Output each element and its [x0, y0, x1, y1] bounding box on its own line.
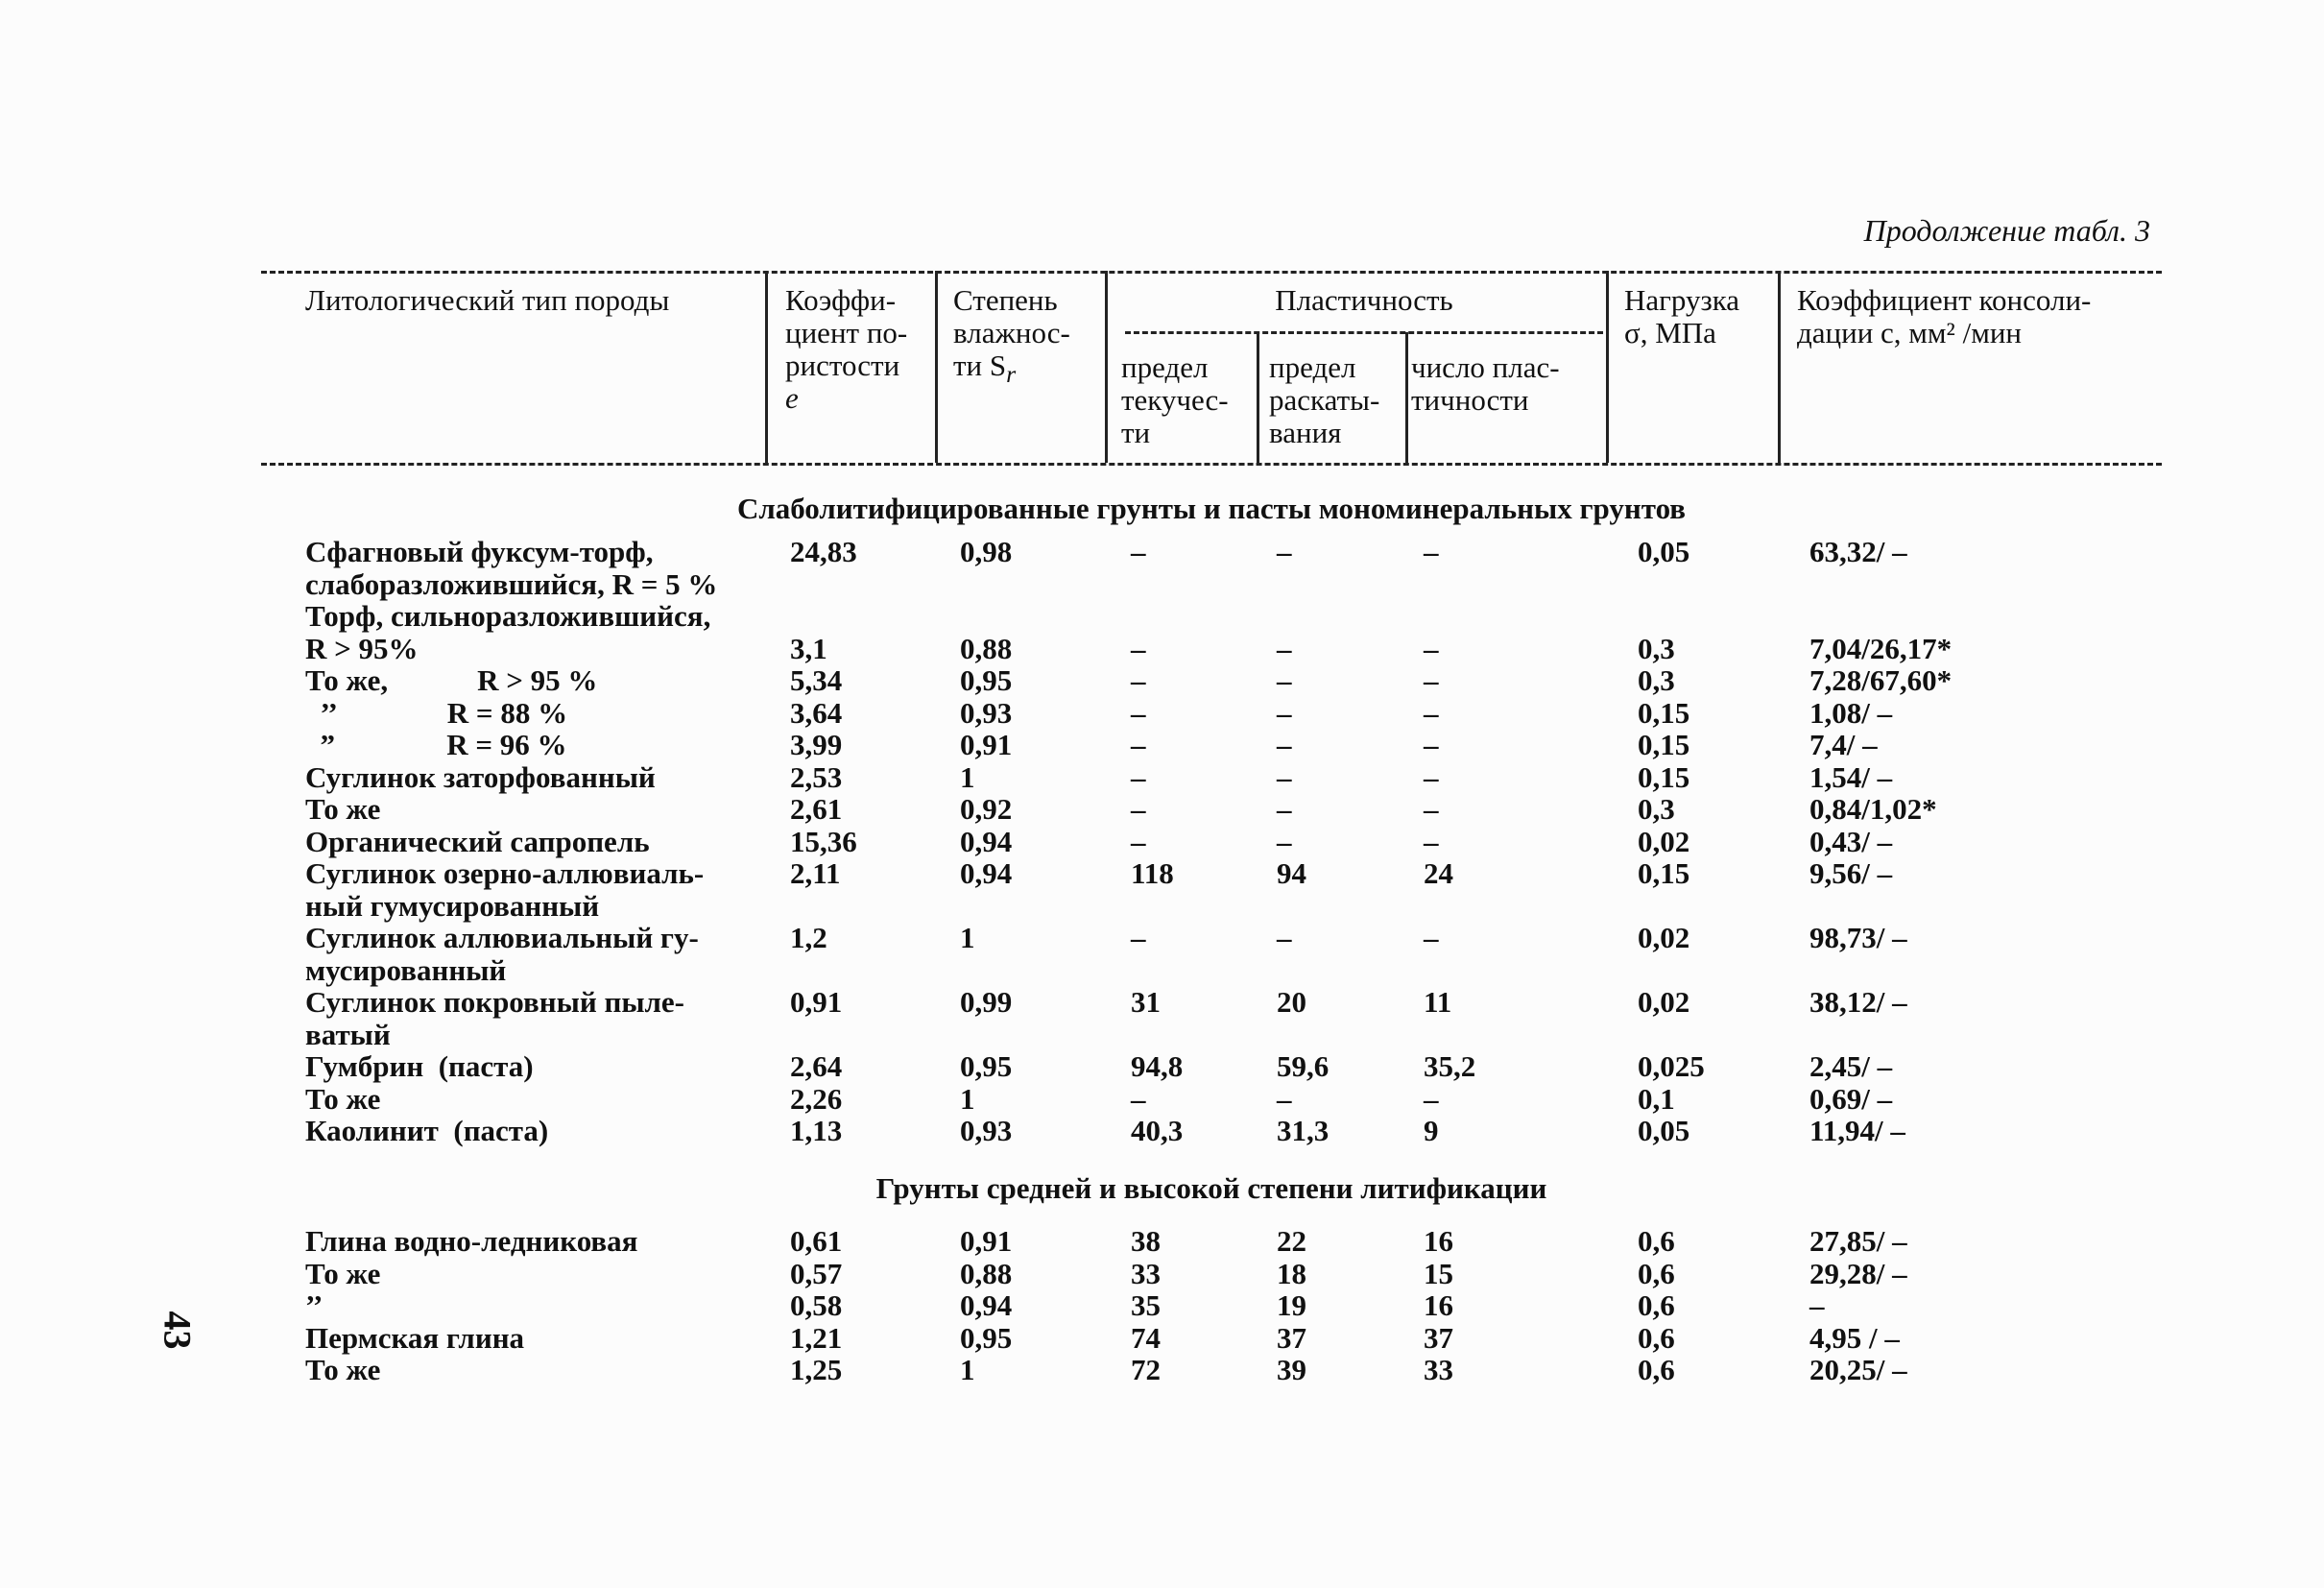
s-cell: 0,92	[960, 792, 1013, 826]
wl-cell: –	[1131, 695, 1146, 730]
load-cell: 0,02	[1638, 824, 1690, 858]
wl-cell: –	[1131, 921, 1146, 954]
s-cell: 1	[960, 1353, 975, 1386]
header-porosity: Коэффи- циент по- ристости e	[785, 283, 908, 415]
e-cell: 2,53	[790, 759, 843, 794]
load-cell: 0,15	[1638, 695, 1690, 730]
ip-cell: –	[1424, 728, 1439, 761]
ip-cell: 11	[1424, 985, 1452, 1019]
e-cell: 1,13	[790, 1114, 843, 1147]
ip-cell: –	[1424, 1081, 1439, 1116]
e-cell: 0,61	[790, 1224, 843, 1258]
coef-cell: –	[1809, 1288, 1825, 1322]
rock-type-cell: R > 95%	[305, 631, 419, 665]
s-cell: 0,91	[960, 1224, 1013, 1258]
rock-type-cell: ный гумусированный	[305, 888, 600, 923]
load-cell: 0,3	[1638, 663, 1675, 697]
s-cell: 0,91	[960, 728, 1013, 761]
wp-cell: –	[1277, 824, 1292, 858]
load-cell: 0,6	[1638, 1288, 1675, 1322]
e-cell: 2,64	[790, 1049, 843, 1083]
wl-cell: –	[1131, 824, 1146, 858]
wl-cell: –	[1131, 631, 1146, 665]
load-cell: 0,6	[1638, 1353, 1675, 1386]
wl-cell: 35	[1131, 1288, 1161, 1322]
rock-type-cell: ’’	[305, 1288, 323, 1322]
wl-cell: 118	[1131, 856, 1174, 890]
rock-type-cell: Торф, сильноразложившийся,	[305, 599, 711, 633]
s-cell: 0,99	[960, 985, 1013, 1019]
coef-cell: 9,56/ –	[1809, 856, 1893, 890]
rock-type-cell: То же	[305, 1256, 381, 1290]
e-cell: 2,61	[790, 792, 843, 826]
load-cell: 0,025	[1638, 1049, 1705, 1083]
header-consolidation: Коэффициент консоли- дации c, мм² /мин	[1797, 283, 2092, 349]
wp-cell: –	[1277, 792, 1292, 826]
wl-cell: 31	[1131, 985, 1161, 1019]
e-cell: 3,99	[790, 728, 843, 761]
s-cell: 0,95	[960, 663, 1013, 697]
ip-cell: 24	[1424, 856, 1453, 890]
load-cell: 0,05	[1638, 535, 1690, 568]
section-title: Слаболитифицированные грунты и пасты мономинеральных грунтов	[736, 492, 1687, 525]
col-divider	[1606, 271, 1609, 463]
coef-cell: 1,08/ –	[1809, 695, 1893, 730]
ip-cell: –	[1424, 824, 1439, 858]
rock-type-cell: Суглинок озерно-аллювиаль-	[305, 856, 705, 890]
wp-cell: –	[1277, 663, 1292, 697]
s-cell: 1	[960, 1081, 975, 1116]
col-divider	[1105, 271, 1108, 463]
wp-cell: 22	[1277, 1224, 1306, 1258]
s-cell: 0,93	[960, 695, 1013, 730]
rock-type-cell: ” R = 96 %	[305, 728, 567, 761]
wp-cell: 31,3	[1277, 1114, 1330, 1147]
wl-cell: 40,3	[1131, 1114, 1184, 1147]
ip-cell: –	[1424, 792, 1439, 826]
wp-cell: –	[1277, 535, 1292, 568]
header-plastic-limit: предел раскаты- вания	[1269, 350, 1380, 449]
coef-cell: 1,54/ –	[1809, 759, 1893, 794]
s-cell: 1	[960, 759, 975, 794]
header-plasticity: Пластичность	[1275, 283, 1453, 317]
coef-cell: 4,95 / –	[1809, 1320, 1900, 1355]
rock-type-cell: слаборазложившийся, R = 5 %	[305, 566, 718, 601]
wp-cell: 94	[1277, 856, 1306, 890]
coef-cell: 0,43/ –	[1809, 824, 1893, 858]
s-cell: 0,93	[960, 1114, 1013, 1147]
ip-cell: 37	[1424, 1320, 1453, 1355]
wp-cell: –	[1277, 759, 1292, 794]
wl-cell: 74	[1131, 1320, 1161, 1355]
wp-cell: 19	[1277, 1288, 1306, 1322]
s-cell: 0,88	[960, 1256, 1013, 1290]
col-divider	[935, 271, 938, 463]
ip-cell: –	[1424, 759, 1439, 794]
coef-cell: 7,4/ –	[1809, 728, 1878, 761]
coef-cell: 27,85/ –	[1809, 1224, 1907, 1258]
wl-cell: –	[1131, 759, 1146, 794]
e-cell: 2,11	[790, 856, 841, 890]
section-title: Грунты средней и высокой степени литификации	[875, 1171, 1547, 1205]
load-cell: 0,02	[1638, 985, 1690, 1019]
wl-cell: –	[1131, 792, 1146, 826]
wl-cell: –	[1131, 535, 1146, 568]
ip-cell: –	[1424, 631, 1439, 665]
wp-cell: –	[1277, 728, 1292, 761]
s-cell: 0,95	[960, 1049, 1013, 1083]
ip-cell: 16	[1424, 1288, 1453, 1322]
col-divider	[1405, 332, 1408, 463]
load-cell: 0,1	[1638, 1081, 1675, 1116]
rock-type-cell: То же	[305, 1353, 381, 1386]
s-cell: 0,94	[960, 1288, 1013, 1322]
ip-cell: –	[1424, 535, 1439, 568]
wp-cell: 37	[1277, 1320, 1306, 1355]
wp-cell: –	[1277, 631, 1292, 665]
load-cell: 0,6	[1638, 1256, 1675, 1290]
load-cell: 0,6	[1638, 1320, 1675, 1355]
header-load: Нагрузка σ, МПа	[1624, 283, 1740, 349]
e-cell: 1,21	[790, 1320, 843, 1355]
wp-cell: –	[1277, 695, 1292, 730]
header-plasticity-index: число плас- тичности	[1411, 350, 1560, 417]
rock-type-cell: Каолинит (паста)	[305, 1114, 549, 1147]
e-cell: 24,83	[790, 535, 857, 568]
ip-cell: 9	[1424, 1114, 1439, 1147]
coef-cell: 38,12/ –	[1809, 985, 1907, 1019]
s-cell: 0,94	[960, 856, 1013, 890]
wl-cell: –	[1131, 663, 1146, 697]
wp-cell: 39	[1277, 1353, 1306, 1386]
wl-cell: 33	[1131, 1256, 1161, 1290]
coef-cell: 20,25/ –	[1809, 1353, 1907, 1386]
rock-type-cell: Гумбрин (паста)	[305, 1049, 534, 1083]
rock-type-cell: То же	[305, 1081, 381, 1116]
coef-cell: 63,32/ –	[1809, 535, 1907, 568]
e-cell: 5,34	[790, 663, 843, 697]
coef-cell: 11,94/ –	[1809, 1114, 1905, 1147]
coef-cell: 7,04/26,17*	[1809, 631, 1953, 665]
header-type: Литологический тип породы	[305, 283, 670, 317]
coef-cell: 0,69/ –	[1809, 1081, 1893, 1116]
header-liquid-limit: предел текучес- ти	[1121, 350, 1229, 449]
rock-type-cell: Суглинок аллювиальный гу-	[305, 921, 699, 954]
load-cell: 0,15	[1638, 728, 1690, 761]
page-number: 43	[156, 1311, 200, 1350]
wl-cell: –	[1131, 728, 1146, 761]
ip-cell: 35,2	[1424, 1049, 1476, 1083]
e-cell: 0,57	[790, 1256, 843, 1290]
load-cell: 0,3	[1638, 631, 1675, 665]
coef-cell: 98,73/ –	[1809, 921, 1907, 954]
header-saturation: Степень влажнос- ти $S_r$	[953, 283, 1070, 389]
e-cell: 0,58	[790, 1288, 843, 1322]
rock-type-cell: Суглинок покровный пыле-	[305, 985, 684, 1019]
e-cell: 15,36	[790, 824, 857, 858]
rock-type-cell: Суглинок заторфованный	[305, 759, 656, 794]
s-cell: 0,98	[960, 535, 1013, 568]
col-divider	[1257, 332, 1259, 463]
s-cell: 0,95	[960, 1320, 1013, 1355]
e-cell: 3,64	[790, 695, 843, 730]
table-caption: Продолжение табл. 3	[1863, 213, 2150, 248]
e-cell: 3,1	[790, 631, 827, 665]
wl-cell: 94,8	[1131, 1049, 1184, 1083]
rock-type-cell: То же, R > 95 %	[305, 663, 598, 697]
wp-cell: 59,6	[1277, 1049, 1330, 1083]
e-cell: 2,26	[790, 1081, 843, 1116]
coef-cell: 2,45/ –	[1809, 1049, 1893, 1083]
rock-type-cell: ’’ R = 88 %	[305, 695, 568, 730]
wp-cell: 18	[1277, 1256, 1306, 1290]
rock-type-cell: ватый	[305, 1017, 391, 1051]
header-bottom-rule	[261, 463, 2162, 466]
e-cell: 0,91	[790, 985, 843, 1019]
wp-cell: 20	[1277, 985, 1306, 1019]
col-divider	[1778, 271, 1781, 463]
ip-cell: 33	[1424, 1353, 1453, 1386]
load-cell: 0,15	[1638, 856, 1690, 890]
coef-cell: 7,28/67,60*	[1809, 663, 1953, 697]
header-top-rule	[261, 271, 2162, 274]
s-cell: 1	[960, 921, 975, 954]
coef-cell: 29,28/ –	[1809, 1256, 1907, 1290]
wl-cell: 72	[1131, 1353, 1161, 1386]
col-divider	[765, 271, 768, 463]
rock-type-cell: Глина водно-ледниковая	[305, 1224, 638, 1258]
rock-type-cell: Сфагновый фуксум-торф,	[305, 535, 654, 568]
e-cell: 1,25	[790, 1353, 843, 1386]
s-cell: 0,94	[960, 824, 1013, 858]
wl-cell: –	[1131, 1081, 1146, 1116]
wl-cell: 38	[1131, 1224, 1161, 1258]
coef-cell: 0,84/1,02*	[1809, 792, 1937, 826]
e-cell: 1,2	[790, 921, 827, 954]
rock-type-cell: Пермская глина	[305, 1320, 525, 1355]
load-cell: 0,3	[1638, 792, 1675, 826]
ip-cell: –	[1424, 921, 1439, 954]
plasticity-rule	[1125, 331, 1603, 334]
ip-cell: –	[1424, 663, 1439, 697]
rock-type-cell: Органический сапропель	[305, 824, 650, 858]
ip-cell: –	[1424, 695, 1439, 730]
load-cell: 0,05	[1638, 1114, 1690, 1147]
s-cell: 0,88	[960, 631, 1013, 665]
ip-cell: 15	[1424, 1256, 1453, 1290]
ip-cell: 16	[1424, 1224, 1453, 1258]
rock-type-cell: мусированный	[305, 952, 507, 987]
wp-cell: –	[1277, 1081, 1292, 1116]
load-cell: 0,6	[1638, 1224, 1675, 1258]
load-cell: 0,02	[1638, 921, 1690, 954]
wp-cell: –	[1277, 921, 1292, 954]
load-cell: 0,15	[1638, 759, 1690, 794]
rock-type-cell: То же	[305, 792, 381, 826]
